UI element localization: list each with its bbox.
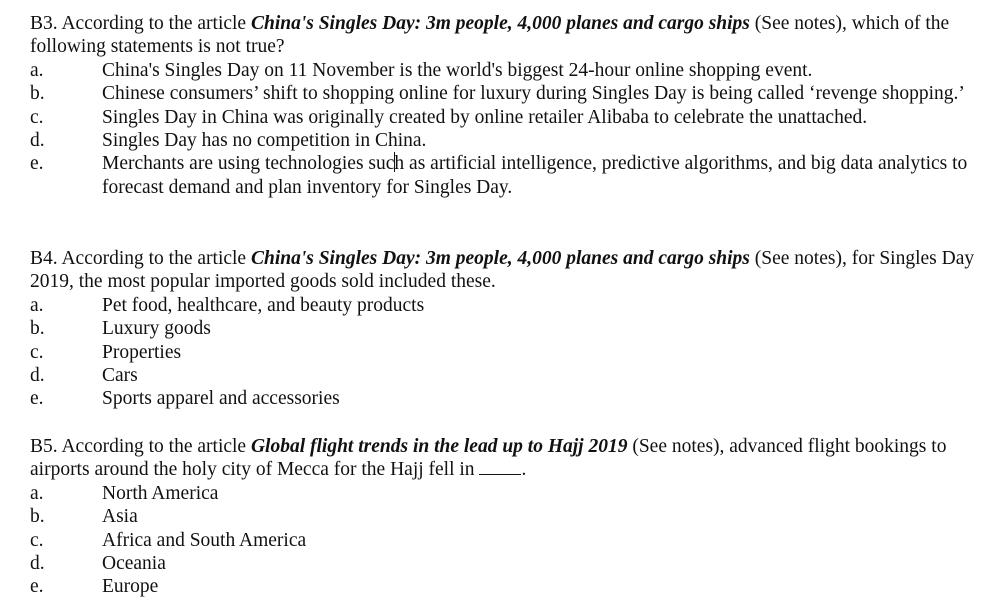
article-title: China's Singles Day: 3m people, 4,000 planes and cargo ships — [250, 248, 750, 269]
option-letter: a. — [30, 294, 44, 316]
option-c — [30, 529, 975, 552]
option-text: Chinese consumers’ shift to shopping online for luxury during Singles Day is being called ‘revenge shopping.’ — [102, 83, 965, 105]
option-letter: d. — [30, 365, 45, 387]
option-b — [30, 317, 975, 340]
option-letter: c. — [30, 341, 44, 363]
option-letter: a. — [30, 59, 44, 81]
option-letter: a. — [30, 482, 44, 504]
option-text: Sports apparel and accessories — [102, 388, 340, 410]
option-text: Oceania — [102, 553, 166, 575]
question-suffix: (See notes), advanced flight bookings to airports around the holy city of Mecca for the Hajj fell in — [30, 436, 947, 481]
option-c — [30, 106, 975, 129]
option-letter: d. — [30, 130, 45, 152]
question-end: . — [521, 459, 527, 481]
option-letter: b. — [30, 506, 45, 528]
option-letter: e. — [30, 388, 44, 410]
option-text-after-cursor: h as artificial intelligence, predictive algorithms, and big data analytics to forecast demand and plan inventory for Singles Day. — [102, 153, 968, 198]
option-d — [30, 552, 975, 575]
article-title: Global flight trends in the lead up to Hajj 2019 — [250, 436, 628, 457]
question-suffix: (See notes), for Singles Day 2019, the most popular imported goods sold included these. — [30, 248, 975, 293]
option-letter: e. — [30, 576, 44, 598]
option-letter: b. — [30, 318, 45, 340]
option-e — [30, 152, 975, 199]
option-text: Europe — [102, 576, 159, 598]
option-d — [30, 129, 975, 152]
option-text: Africa and South America — [102, 529, 307, 551]
option-text: Pet food, healthcare, and beauty products — [102, 294, 425, 316]
question-number: B3. — [30, 13, 58, 34]
question-stem — [30, 247, 975, 294]
question-suffix: (See notes), which of the following statements is not true? — [30, 13, 950, 58]
article-title: China's Singles Day: 3m people, 4,000 planes and cargo ships — [250, 13, 750, 34]
question-b5 — [30, 435, 975, 599]
option-text: China's Singles Day on 11 November is the world's biggest 24-hour online shopping event. — [102, 59, 813, 81]
option-b — [30, 505, 975, 528]
option-text: Singles Day has no competition in China. — [102, 130, 427, 152]
option-text: Properties — [102, 341, 182, 363]
question-number: B5. — [30, 436, 58, 457]
question-prefix: According to the article — [61, 248, 247, 269]
option-text: Singles Day in China was originally created by online retailer Alibaba to celebrate the unattached. — [102, 106, 868, 128]
option-b — [30, 82, 975, 105]
question-number: B4. — [30, 248, 58, 269]
option-a — [30, 294, 975, 317]
option-text: North America — [102, 482, 219, 504]
option-e — [30, 575, 975, 598]
option-text-before-cursor: Merchants are using technologies suc — [102, 153, 395, 175]
option-text: Asia — [102, 506, 138, 528]
question-stem — [30, 435, 975, 482]
option-e — [30, 387, 975, 410]
option-a — [30, 482, 975, 505]
option-letter: d. — [30, 553, 45, 575]
question-prefix: According to the article — [61, 436, 247, 457]
option-text[interactable] — [102, 152, 975, 199]
option-letter: c. — [30, 529, 44, 551]
option-a — [30, 59, 975, 82]
option-d — [30, 364, 975, 387]
option-text: Cars — [102, 365, 138, 387]
question-stem — [30, 12, 975, 59]
answer-blank — [479, 459, 521, 475]
question-b4 — [30, 247, 975, 411]
option-text: Luxury goods — [102, 318, 211, 340]
question-prefix: According to the article — [61, 13, 247, 34]
option-letter: c. — [30, 106, 44, 128]
option-letter: e. — [30, 153, 44, 175]
option-c — [30, 341, 975, 364]
option-letter: b. — [30, 83, 45, 105]
question-b3 — [30, 12, 975, 199]
